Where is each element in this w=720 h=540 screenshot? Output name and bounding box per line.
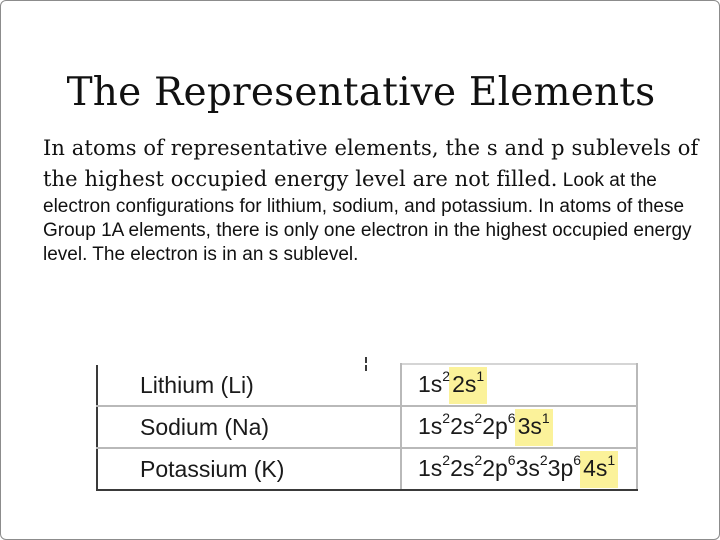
orbital-label: 2p — [482, 454, 508, 481]
orbital-label: 3s — [515, 454, 540, 481]
orbital-label: 3s — [517, 412, 542, 439]
orbital-label: 2p — [482, 412, 508, 439]
orbital — [450, 451, 483, 482]
orbital-electron-count: 2 — [442, 409, 451, 426]
orbital-electron-count: 6 — [507, 451, 516, 468]
orbital-label: 1s — [418, 412, 443, 439]
orbital-electron-count: 6 — [507, 409, 516, 426]
element-name: Potassium (K) — [97, 448, 401, 490]
orbital-label: 2s — [450, 454, 475, 481]
orbital-electron-count: 2 — [474, 451, 483, 468]
lead-text: In atoms of representative elements, the s and p sublevels of the highest occupied energy level are not filled. — [43, 136, 699, 191]
orbital-electron-count: 1 — [541, 409, 550, 426]
slide-body — [43, 133, 703, 267]
orbital-label: 4s — [583, 454, 608, 481]
orbital-electron-count: 2 — [442, 451, 451, 468]
orbital — [418, 367, 451, 398]
orbital — [482, 409, 516, 440]
table-row — [97, 406, 637, 448]
electron-configuration — [401, 406, 637, 448]
electron-configuration-table — [96, 363, 638, 491]
table-row — [97, 364, 637, 406]
orbital-electron-count: 2 — [539, 451, 548, 468]
electron-configuration — [401, 448, 637, 490]
orbital — [450, 409, 483, 440]
element-name: Lithium (Li) — [97, 364, 401, 406]
slide-title: The Representative Elements — [66, 70, 656, 115]
highlighted-orbital — [449, 367, 487, 404]
orbital — [418, 451, 451, 482]
table-row — [97, 448, 637, 490]
element-name: Sodium (Na) — [97, 406, 401, 448]
orbital-electron-count: 6 — [573, 451, 582, 468]
orbital — [482, 451, 516, 482]
orbital-electron-count: 1 — [607, 451, 616, 468]
orbital — [418, 409, 451, 440]
orbital-label: 2s — [452, 370, 477, 397]
highlighted-orbital — [515, 409, 553, 446]
highlighted-orbital — [580, 451, 618, 488]
body-text: Look at the electron configurations for lithium, sodium, and potassium. In atoms of these Group 1A elements, there is only one electron in the highest occupied energy level. The electron is in an s sublevel. — [43, 170, 692, 265]
orbital-label: 1s — [418, 454, 443, 481]
orbital-electron-count: 2 — [442, 367, 451, 384]
orbital-electron-count: 1 — [476, 367, 485, 384]
orbital-electron-count: 2 — [474, 409, 483, 426]
orbital — [515, 451, 548, 482]
orbital-label: 2s — [450, 412, 475, 439]
orbital — [547, 451, 582, 482]
orbital-label: 1s — [418, 370, 443, 397]
orbital-label: 3p — [547, 454, 574, 481]
electron-configuration — [401, 364, 637, 406]
